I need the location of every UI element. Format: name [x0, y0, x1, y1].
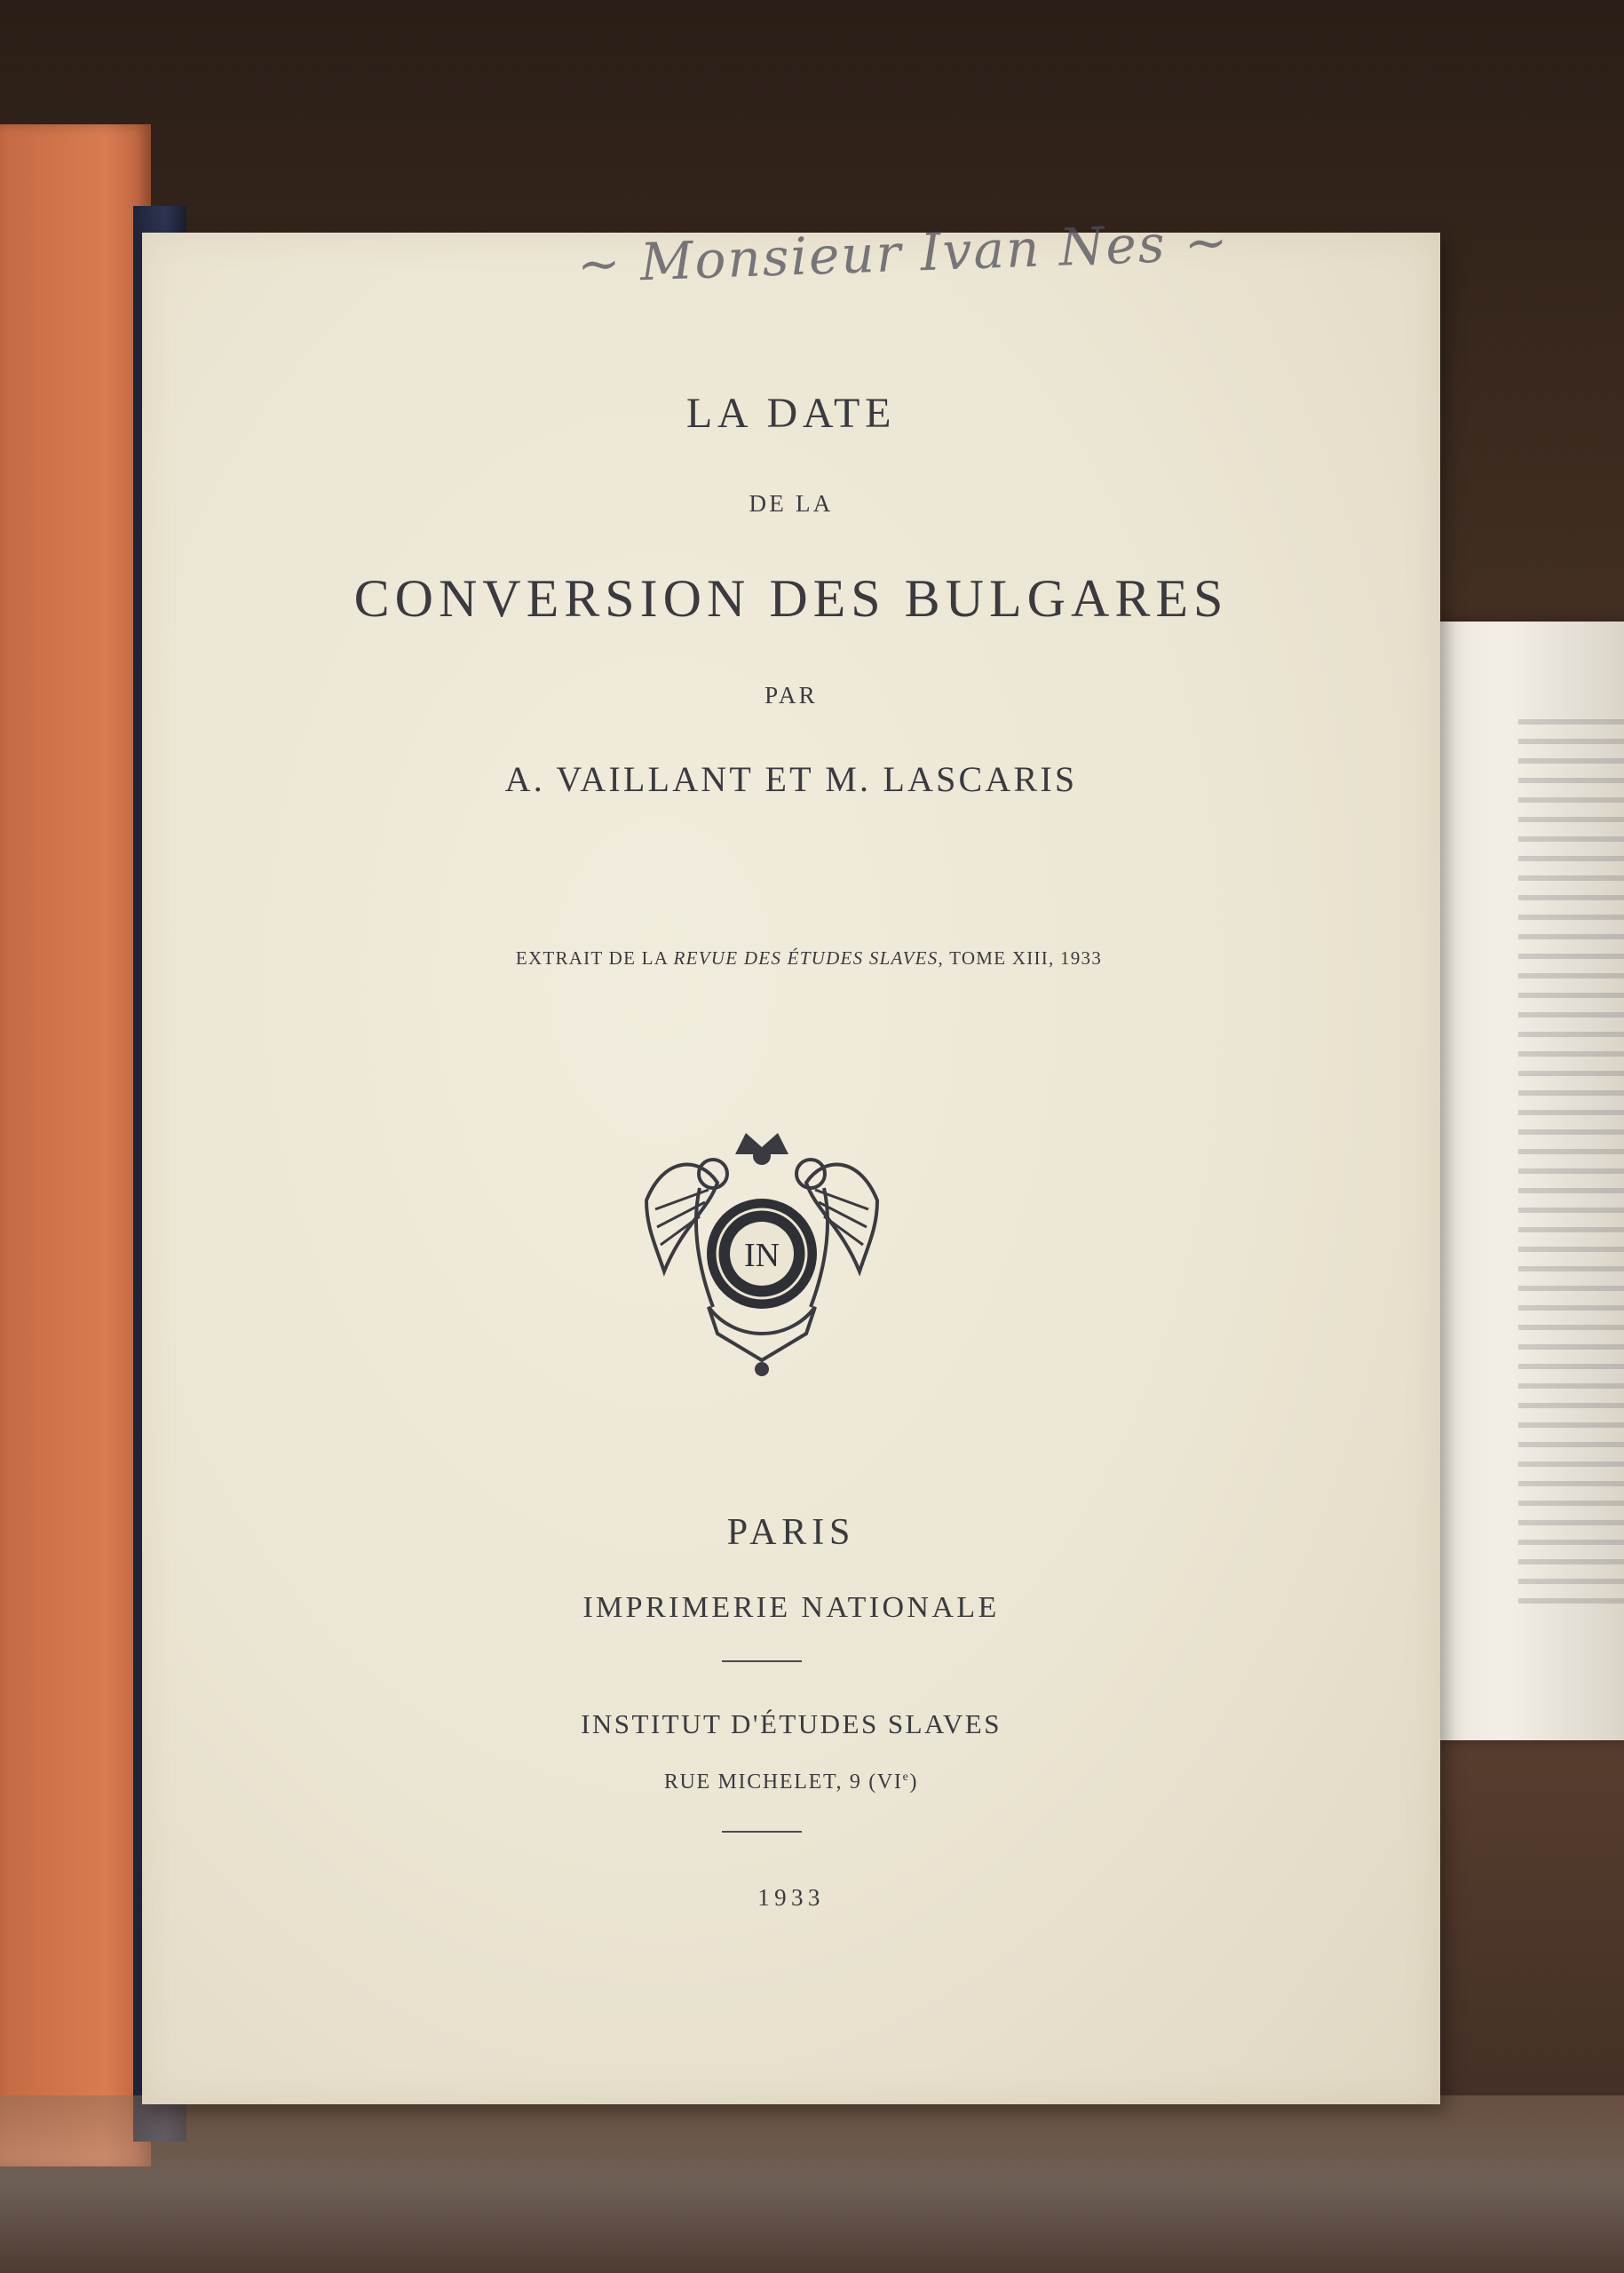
address-close: ) [909, 1770, 919, 1794]
address-text: RUE MICHELET, 9 (VI [663, 1770, 903, 1794]
address-superscript: e [902, 1770, 910, 1784]
glass-shelf [0, 2095, 1624, 2273]
divider-rule [722, 1660, 802, 1662]
authors: A. VAILLANT ET M. LASCARIS [504, 759, 1078, 799]
title-line-2: DE LA [749, 490, 834, 517]
extract-note [160, 947, 1458, 970]
extract-prefix: EXTRAIT DE LA [515, 947, 674, 969]
handwritten-inscription: ~ Monsieur Ivan Nes ~ [575, 211, 1231, 295]
divider-rule [722, 1831, 802, 1833]
address [142, 1770, 1440, 1794]
emblem-monogram: IN [743, 1237, 780, 1274]
title-line-3: CONVERSION DES BULGARES [353, 569, 1229, 628]
extract-journal: REVUE DES ÉTUDES SLAVES [673, 947, 939, 969]
by-label: PAR [764, 682, 818, 709]
imprimerie-nationale-emblem-icon [629, 1121, 895, 1387]
institute: INSTITUT D'ÉTUDES SLAVES [581, 1708, 1002, 1739]
title-page [142, 211, 1440, 2104]
printer: IMPRIMERIE NATIONALE [582, 1591, 1000, 1624]
title-line-1: LA DATE [685, 390, 897, 437]
year: 1933 [757, 1884, 825, 1911]
orange-endpaper [0, 124, 151, 2166]
extract-suffix: , TOME XIII, 1933 [938, 947, 1103, 969]
city: PARIS [726, 1512, 856, 1553]
background-book-text-lines [1518, 719, 1624, 1607]
background-open-book [1421, 622, 1624, 1740]
